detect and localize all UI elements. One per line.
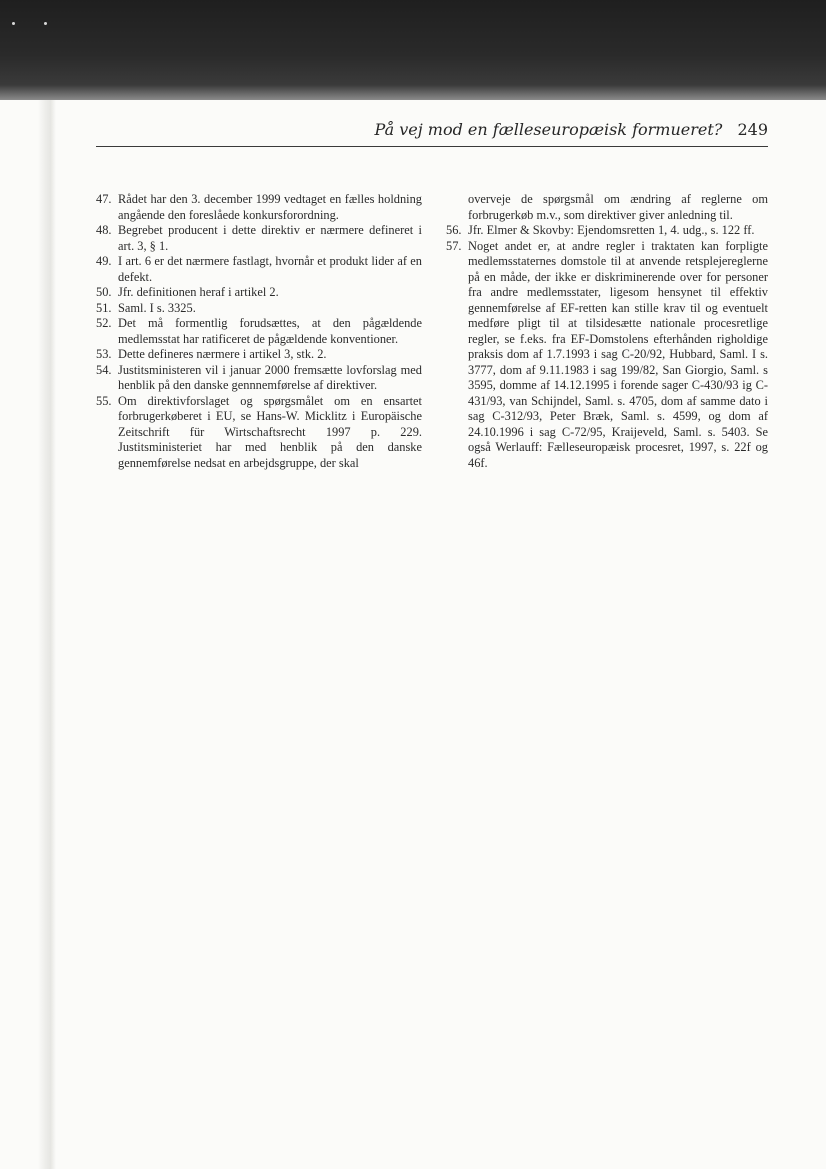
footnote-55 <box>96 394 422 472</box>
footnote-number: 52. <box>96 316 112 330</box>
footnote-number: 55. <box>96 393 112 408</box>
footnote-53 <box>96 347 422 363</box>
footnote-text: Jfr. Elmer & Skovby: Ejendomsretten 1, 4. udg., s. 122 ff. <box>468 223 755 237</box>
scan-speck <box>12 22 15 25</box>
footnote-51 <box>96 301 422 317</box>
footnote-number: 50. <box>96 285 112 299</box>
footnote-number: 56. <box>446 223 462 237</box>
running-title: På vej mod en fælleseuropæisk formueret? <box>374 120 723 139</box>
page-binding-shadow <box>38 100 56 1169</box>
footnote-54 <box>96 363 422 394</box>
footnote-50 <box>96 285 422 301</box>
footnote-57 <box>446 239 768 472</box>
footnote-49 <box>96 254 422 285</box>
footnote-text: Om direktivforslaget og spørgsmålet om en ensartet forbrugerkøberet i EU, se Hans-W. Micklitz i Europäische Zeitschrift für Wirtschaftsrecht 1997 p. 229. Justitsministeriet har med henblik på den danske gennemførelse nedsat en arbejdsgruppe, der skal <box>118 393 422 470</box>
scan-dark-border <box>0 0 826 100</box>
footnote-text: Rådet har den 3. december 1999 vedtaget en fælles holdning angående den foreslåede konkursforordning. <box>118 192 422 222</box>
footnote-52 <box>96 316 422 347</box>
footnote-47 <box>96 192 422 223</box>
footnote-48 <box>96 223 422 254</box>
footnotes-left-column <box>96 192 422 471</box>
footnote-text: Noget andet er, at andre regler i traktaten kan forpligte medlemsstaternes domstole til at anvende retsplejereglerne på en måde, der ikke er diskriminerende over for personer fra andre medlemsstater, ligesom hensynet til effektiv gennemførelse af EF-retten kan stille krav til og eventuelt medføre pligt til at tilsidesætte nationale procesretlige regler, se f.eks. fra EF-Domstolens efterhånden righoldige praksis dom af 1.7.1993 i sag C-20/92, Hubbard, Saml. I s. 3777, dom af 9.11.1983 i sag 199/82, San Giorgio, Saml. s 3595, domme af 14.12.1995 i forende sager C-430/93 ig C-431/93, van Schijndel, Saml. s. 4705, dom af samme dato i sag C-312/93, Peter Bræk, Saml. s. 4599, og dom af 24.10.1996 i sag C-72/95, Kraijeveld, Saml. s. 5403. Se også Werlauff: Fælleseuropæisk procesret, 1997, s. 22f og 46f. <box>468 238 768 470</box>
page-number: 249 <box>737 120 768 139</box>
footnote-text: Saml. I s. 3325. <box>118 300 196 315</box>
footnote-number: 57. <box>446 238 462 253</box>
footnote-text: Det må formentlig forudsættes, at den pågældende medlemsstat har ratificeret de pågældende konventioner. <box>118 316 422 346</box>
footnote-55-continuation: overveje de spørgsmål om ændring af reglerne om forbrugerkøb m.v., som direktiver giver anledning til. <box>468 192 768 222</box>
footnote-text: I art. 6 er det nærmere fastlagt, hvornår et produkt lider af en defekt. <box>118 254 422 284</box>
footnote-text: Dette defineres nærmere i artikel 3, stk. 2. <box>118 347 327 361</box>
header-rule <box>96 146 768 147</box>
footnote-number: 48. <box>96 223 112 237</box>
footnote-text: Jfr. definitionen heraf i artikel 2. <box>118 285 279 299</box>
footnote-text: Begrebet producent i dette direktiv er nærmere defineret i art. 3, § 1. <box>118 223 422 253</box>
running-header <box>375 120 768 139</box>
footnote-56 <box>446 223 768 239</box>
footnote-number: 51. <box>96 300 112 315</box>
footnote-number: 49. <box>96 254 112 268</box>
footnote-number: 53. <box>96 347 112 361</box>
footnote-number: 54. <box>96 362 112 377</box>
scan-speck <box>44 22 47 25</box>
footnote-text: Justitsministeren vil i januar 2000 fremsætte lovforslag med henblik på den danske gennnemførelse af direktiver. <box>118 362 422 392</box>
footnote-number: 47. <box>96 192 112 206</box>
footnotes-right-column <box>446 192 768 471</box>
